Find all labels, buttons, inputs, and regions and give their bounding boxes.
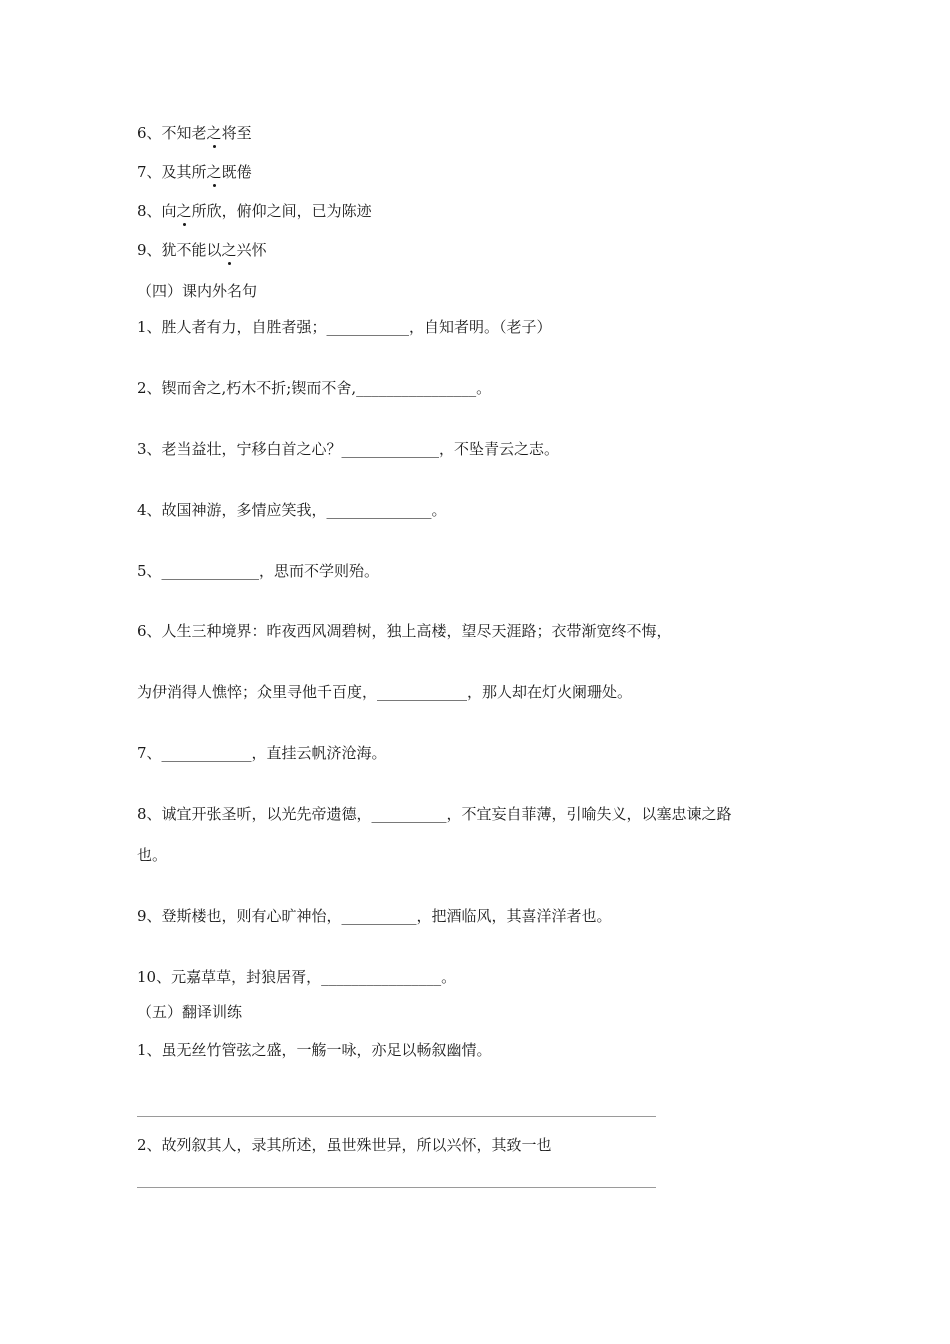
- item-text-post: 既倦: [221, 163, 252, 181]
- item-text-pre: 6、不知老: [137, 124, 207, 142]
- quote-item: 5、_____________，思而不学则殆。: [137, 562, 380, 580]
- quote-item: 7、____________，直挂云帆济沧海。: [137, 744, 387, 762]
- quote-item: 4、故国神游，多情应笑我，______________。: [137, 501, 447, 519]
- emphasis-char: 之: [176, 202, 192, 220]
- item-text-post: 将至: [221, 124, 252, 142]
- item-text-pre: 7、及其所: [137, 163, 207, 181]
- item-text-pre: 8、向: [137, 202, 177, 220]
- quote-item: 3、老当益壮，宁移白首之心？_____________，不坠青云之志。: [137, 440, 560, 458]
- answer-line[interactable]: [137, 1187, 656, 1188]
- item-text-post: 所欣，俯仰之间，已为陈迹: [191, 202, 372, 220]
- answer-line[interactable]: [137, 1116, 656, 1117]
- quote-item: 6、人生三种境界：昨夜西风凋碧树，独上高楼，望尽天涯路；衣带渐宽终不悔，: [137, 622, 672, 640]
- dotted-item: [137, 123, 252, 143]
- dotted-item: [137, 240, 267, 260]
- quote-item: 9、登斯楼也，则有心旷神怡，__________，把酒临风，其喜洋洋者也。: [137, 907, 612, 925]
- section-heading-famous-quotes: （四）课内外名句: [137, 282, 258, 300]
- item-text-pre: 9、犹不能以: [137, 241, 222, 259]
- translation-item: 2、故列叙其人，录其所述，虽世殊世异，所以兴怀，其致一也: [137, 1136, 552, 1154]
- emphasis-char: 之: [206, 124, 222, 142]
- section-heading-translation: （五）翻译训练: [137, 1003, 243, 1021]
- quote-item: 也。: [137, 846, 168, 864]
- item-text-post: 兴怀: [236, 241, 267, 259]
- dotted-item: [137, 162, 252, 182]
- emphasis-char: 之: [221, 241, 237, 259]
- quote-item: 8、诚宜开张圣听，以光先帝遗德，__________，不宜妄自菲薄，引喻失义，以塞忠谏之路: [137, 805, 732, 823]
- emphasis-char: 之: [206, 163, 222, 181]
- translation-item: 1、虽无丝竹管弦之盛，一觞一咏，亦足以畅叙幽情。: [137, 1041, 492, 1059]
- quote-item: 2、锲而舍之,朽木不折;锲而不舍,________________。: [137, 379, 492, 397]
- dotted-item: [137, 201, 372, 221]
- quote-item: 1、胜人者有力，自胜者强；___________，自知者明。（老子）: [137, 318, 552, 336]
- quote-item: 10、元嘉草草，封狼居胥，________________。: [137, 968, 457, 986]
- quote-item: 为伊消得人憔悴；众里寻他千百度，____________，那人却在灯火阑珊处。: [137, 683, 633, 701]
